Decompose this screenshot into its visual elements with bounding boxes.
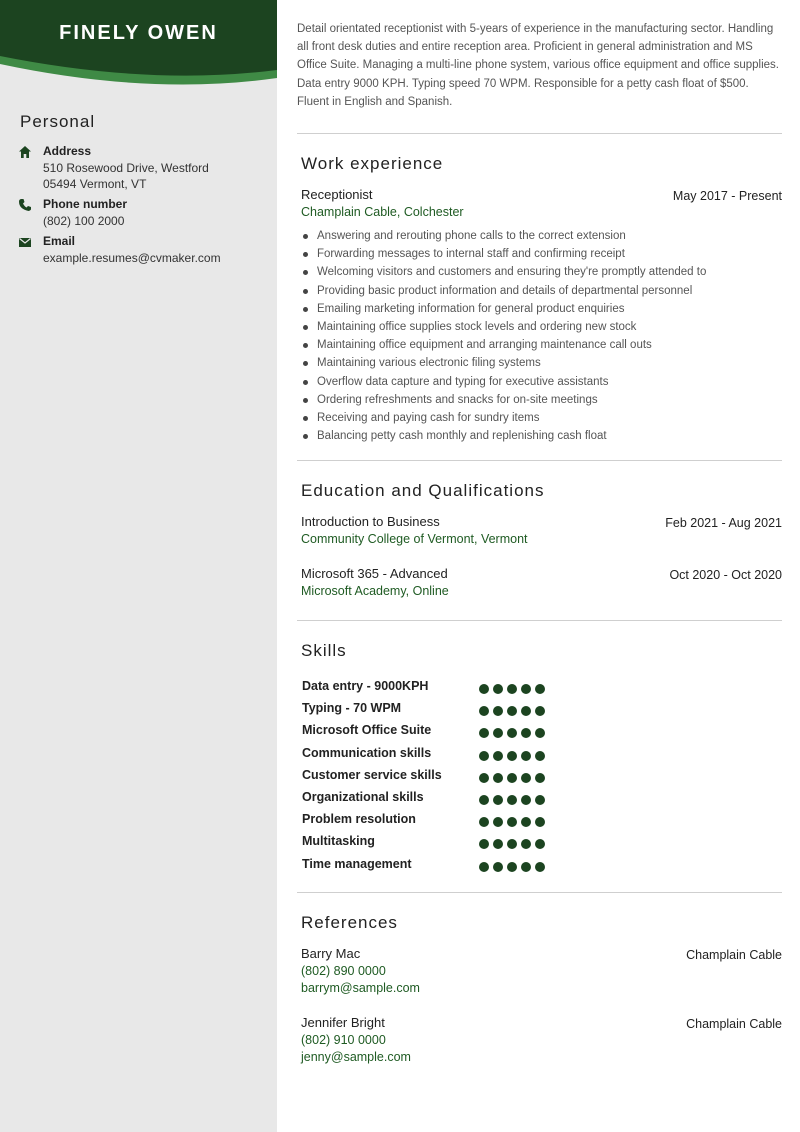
rating-dot xyxy=(535,728,545,738)
job-duties-list xyxy=(301,227,781,445)
skill-row xyxy=(302,723,602,743)
phone-icon xyxy=(18,198,32,212)
divider xyxy=(297,892,782,893)
reference-email[interactable]: barrym@sample.com xyxy=(301,981,420,995)
address-value xyxy=(43,160,209,192)
rating-dot xyxy=(479,839,489,849)
reference-email[interactable]: jenny@sample.com xyxy=(301,1050,411,1064)
skill-name: Typing - 70 WPM xyxy=(302,701,402,716)
rating-dot xyxy=(535,862,545,872)
banner-shape xyxy=(0,0,277,92)
skill-rating xyxy=(479,748,549,766)
rating-dot xyxy=(493,706,503,716)
rating-dot xyxy=(507,839,517,849)
skill-name: Customer service skills xyxy=(302,767,442,782)
personal-section-title: Personal xyxy=(20,112,96,131)
education-course: Introduction to Business xyxy=(301,514,440,529)
skills-section-title: Skills xyxy=(301,641,347,660)
rating-dot xyxy=(521,684,531,694)
rating-dot xyxy=(493,817,503,827)
skill-name: Organizational skills xyxy=(302,790,424,804)
rating-dot xyxy=(493,862,503,872)
address-line-1: 510 Rosewood Drive, Westford xyxy=(43,161,209,175)
rating-dot xyxy=(479,706,489,716)
rating-dot xyxy=(479,795,489,805)
rating-dot xyxy=(535,839,545,849)
rating-dot xyxy=(521,795,531,805)
education-dates: Oct 2020 - Oct 2020 xyxy=(669,568,782,582)
education-institution: Community College of Vermont, Vermont xyxy=(301,532,528,546)
references-section-title: References xyxy=(301,913,398,932)
rating-dot xyxy=(479,773,489,783)
skill-rating xyxy=(479,725,549,743)
rating-dot xyxy=(535,706,545,716)
skill-name: Multitasking xyxy=(302,834,375,849)
list-item: Balancing petty cash monthly and replenishing cash float xyxy=(301,427,781,445)
divider xyxy=(297,133,782,134)
rating-dot xyxy=(535,795,545,805)
education-institution: Microsoft Academy, Online xyxy=(301,584,449,598)
rating-dot xyxy=(479,862,489,872)
phone-label: Phone number xyxy=(43,197,128,211)
skill-rating xyxy=(479,859,549,877)
skill-row xyxy=(302,746,602,766)
list-item: Answering and rerouting phone calls to the correct extension xyxy=(301,227,781,245)
rating-dot xyxy=(507,773,517,783)
rating-dot xyxy=(521,862,531,872)
rating-dot xyxy=(493,728,503,738)
list-item: Maintaining office equipment and arranging maintenance call outs xyxy=(301,336,781,354)
rating-dot xyxy=(507,706,517,716)
candidate-name: FINELY OWEN xyxy=(59,22,218,44)
education-course: Microsoft 365 - Advanced xyxy=(301,566,448,581)
skill-rating xyxy=(479,792,549,810)
rating-dot xyxy=(507,684,517,694)
job-role: Receptionist xyxy=(301,187,373,202)
email-label: Email xyxy=(43,234,76,248)
skill-rating xyxy=(479,814,549,832)
rating-dot xyxy=(535,684,545,694)
skill-name: Time management xyxy=(302,856,412,871)
skill-rating xyxy=(479,681,549,699)
rating-dot xyxy=(507,751,517,761)
reference-phone: (802) 910 0000 xyxy=(301,1033,386,1047)
list-item: Providing basic product information and details of departmental personnel xyxy=(301,282,781,300)
rating-dot xyxy=(535,751,545,761)
rating-dot xyxy=(521,706,531,716)
job-dates: May 2017 - Present xyxy=(672,189,782,203)
skill-row xyxy=(302,834,602,854)
list-item: Receiving and paying cash for sundry items xyxy=(301,409,781,427)
skill-rating xyxy=(479,836,549,854)
work-section-title: Work experience xyxy=(301,154,444,173)
skill-row xyxy=(302,701,602,721)
skill-row xyxy=(302,679,602,699)
reference-name: Barry Mac xyxy=(301,946,361,961)
reference-phone: (802) 890 0000 xyxy=(301,964,386,978)
rating-dot xyxy=(521,751,531,761)
job-employer: Champlain Cable, Colchester xyxy=(301,205,464,219)
rating-dot xyxy=(493,751,503,761)
skill-row xyxy=(302,790,602,810)
home-icon xyxy=(18,145,32,159)
address-line-2: 05494 Vermont, VT xyxy=(43,177,147,191)
profile-summary: Detail orientated receptionist with 5-years of experience in the manufacturing sector. Handling all front desk duties and entire reception area. Proficient in general administration and MS Office Suite. Managing a multi-line phone system, various office equipment and office supplies. Data entry 9000 KPH. Typing speed 70 WPM. Responsible for a petty cash float of $500. Fluent in English and Spanish. xyxy=(297,23,779,108)
skill-name: Communication skills xyxy=(302,745,432,760)
rating-dot xyxy=(521,839,531,849)
rating-dot xyxy=(535,773,545,783)
rating-dot xyxy=(479,728,489,738)
rating-dot xyxy=(507,795,517,805)
divider xyxy=(297,460,782,461)
reference-company: Champlain Cable xyxy=(686,948,782,962)
list-item: Maintaining various electronic filing systems xyxy=(301,354,781,372)
list-item: Welcoming visitors and customers and ensuring they're promptly attended to xyxy=(301,263,781,281)
divider xyxy=(297,620,782,621)
list-item: Ordering refreshments and snacks for on-site meetings xyxy=(301,391,781,409)
rating-dot xyxy=(521,728,531,738)
education-section-title: Education and Qualifications xyxy=(301,481,545,500)
skill-row xyxy=(302,857,602,877)
rating-dot xyxy=(521,773,531,783)
list-item: Maintaining office supplies stock levels and ordering new stock xyxy=(301,318,781,336)
skill-row xyxy=(302,812,602,832)
list-item: Emailing marketing information for general product enquiries xyxy=(301,300,781,318)
list-item: Forwarding messages to internal staff and confirming receipt xyxy=(301,245,781,263)
address-label: Address xyxy=(43,144,92,158)
list-item: Overflow data capture and typing for executive assistants xyxy=(301,373,781,391)
skill-name: Problem resolution xyxy=(302,812,416,827)
rating-dot xyxy=(507,862,517,872)
skill-name: Microsoft Office Suite xyxy=(302,723,432,738)
rating-dot xyxy=(493,773,503,783)
rating-dot xyxy=(507,817,517,827)
skill-row xyxy=(302,768,602,788)
mail-icon xyxy=(18,235,32,249)
skill-rating xyxy=(479,703,549,721)
email-value[interactable]: example.resumes@cvmaker.com xyxy=(43,251,221,265)
rating-dot xyxy=(479,751,489,761)
rating-dot xyxy=(493,684,503,694)
rating-dot xyxy=(507,728,517,738)
education-dates: Feb 2021 - Aug 2021 xyxy=(665,516,782,530)
rating-dot xyxy=(479,684,489,694)
reference-name: Jennifer Bright xyxy=(301,1015,385,1030)
reference-company: Champlain Cable xyxy=(686,1017,782,1031)
phone-value: (802) 100 2000 xyxy=(43,214,125,228)
rating-dot xyxy=(535,817,545,827)
skill-rating xyxy=(479,770,549,788)
sidebar xyxy=(0,0,277,1132)
rating-dot xyxy=(493,839,503,849)
rating-dot xyxy=(479,817,489,827)
rating-dot xyxy=(493,795,503,805)
skill-name: Data entry - 9000KPH xyxy=(302,679,429,693)
name-banner xyxy=(0,0,277,92)
rating-dot xyxy=(521,817,531,827)
